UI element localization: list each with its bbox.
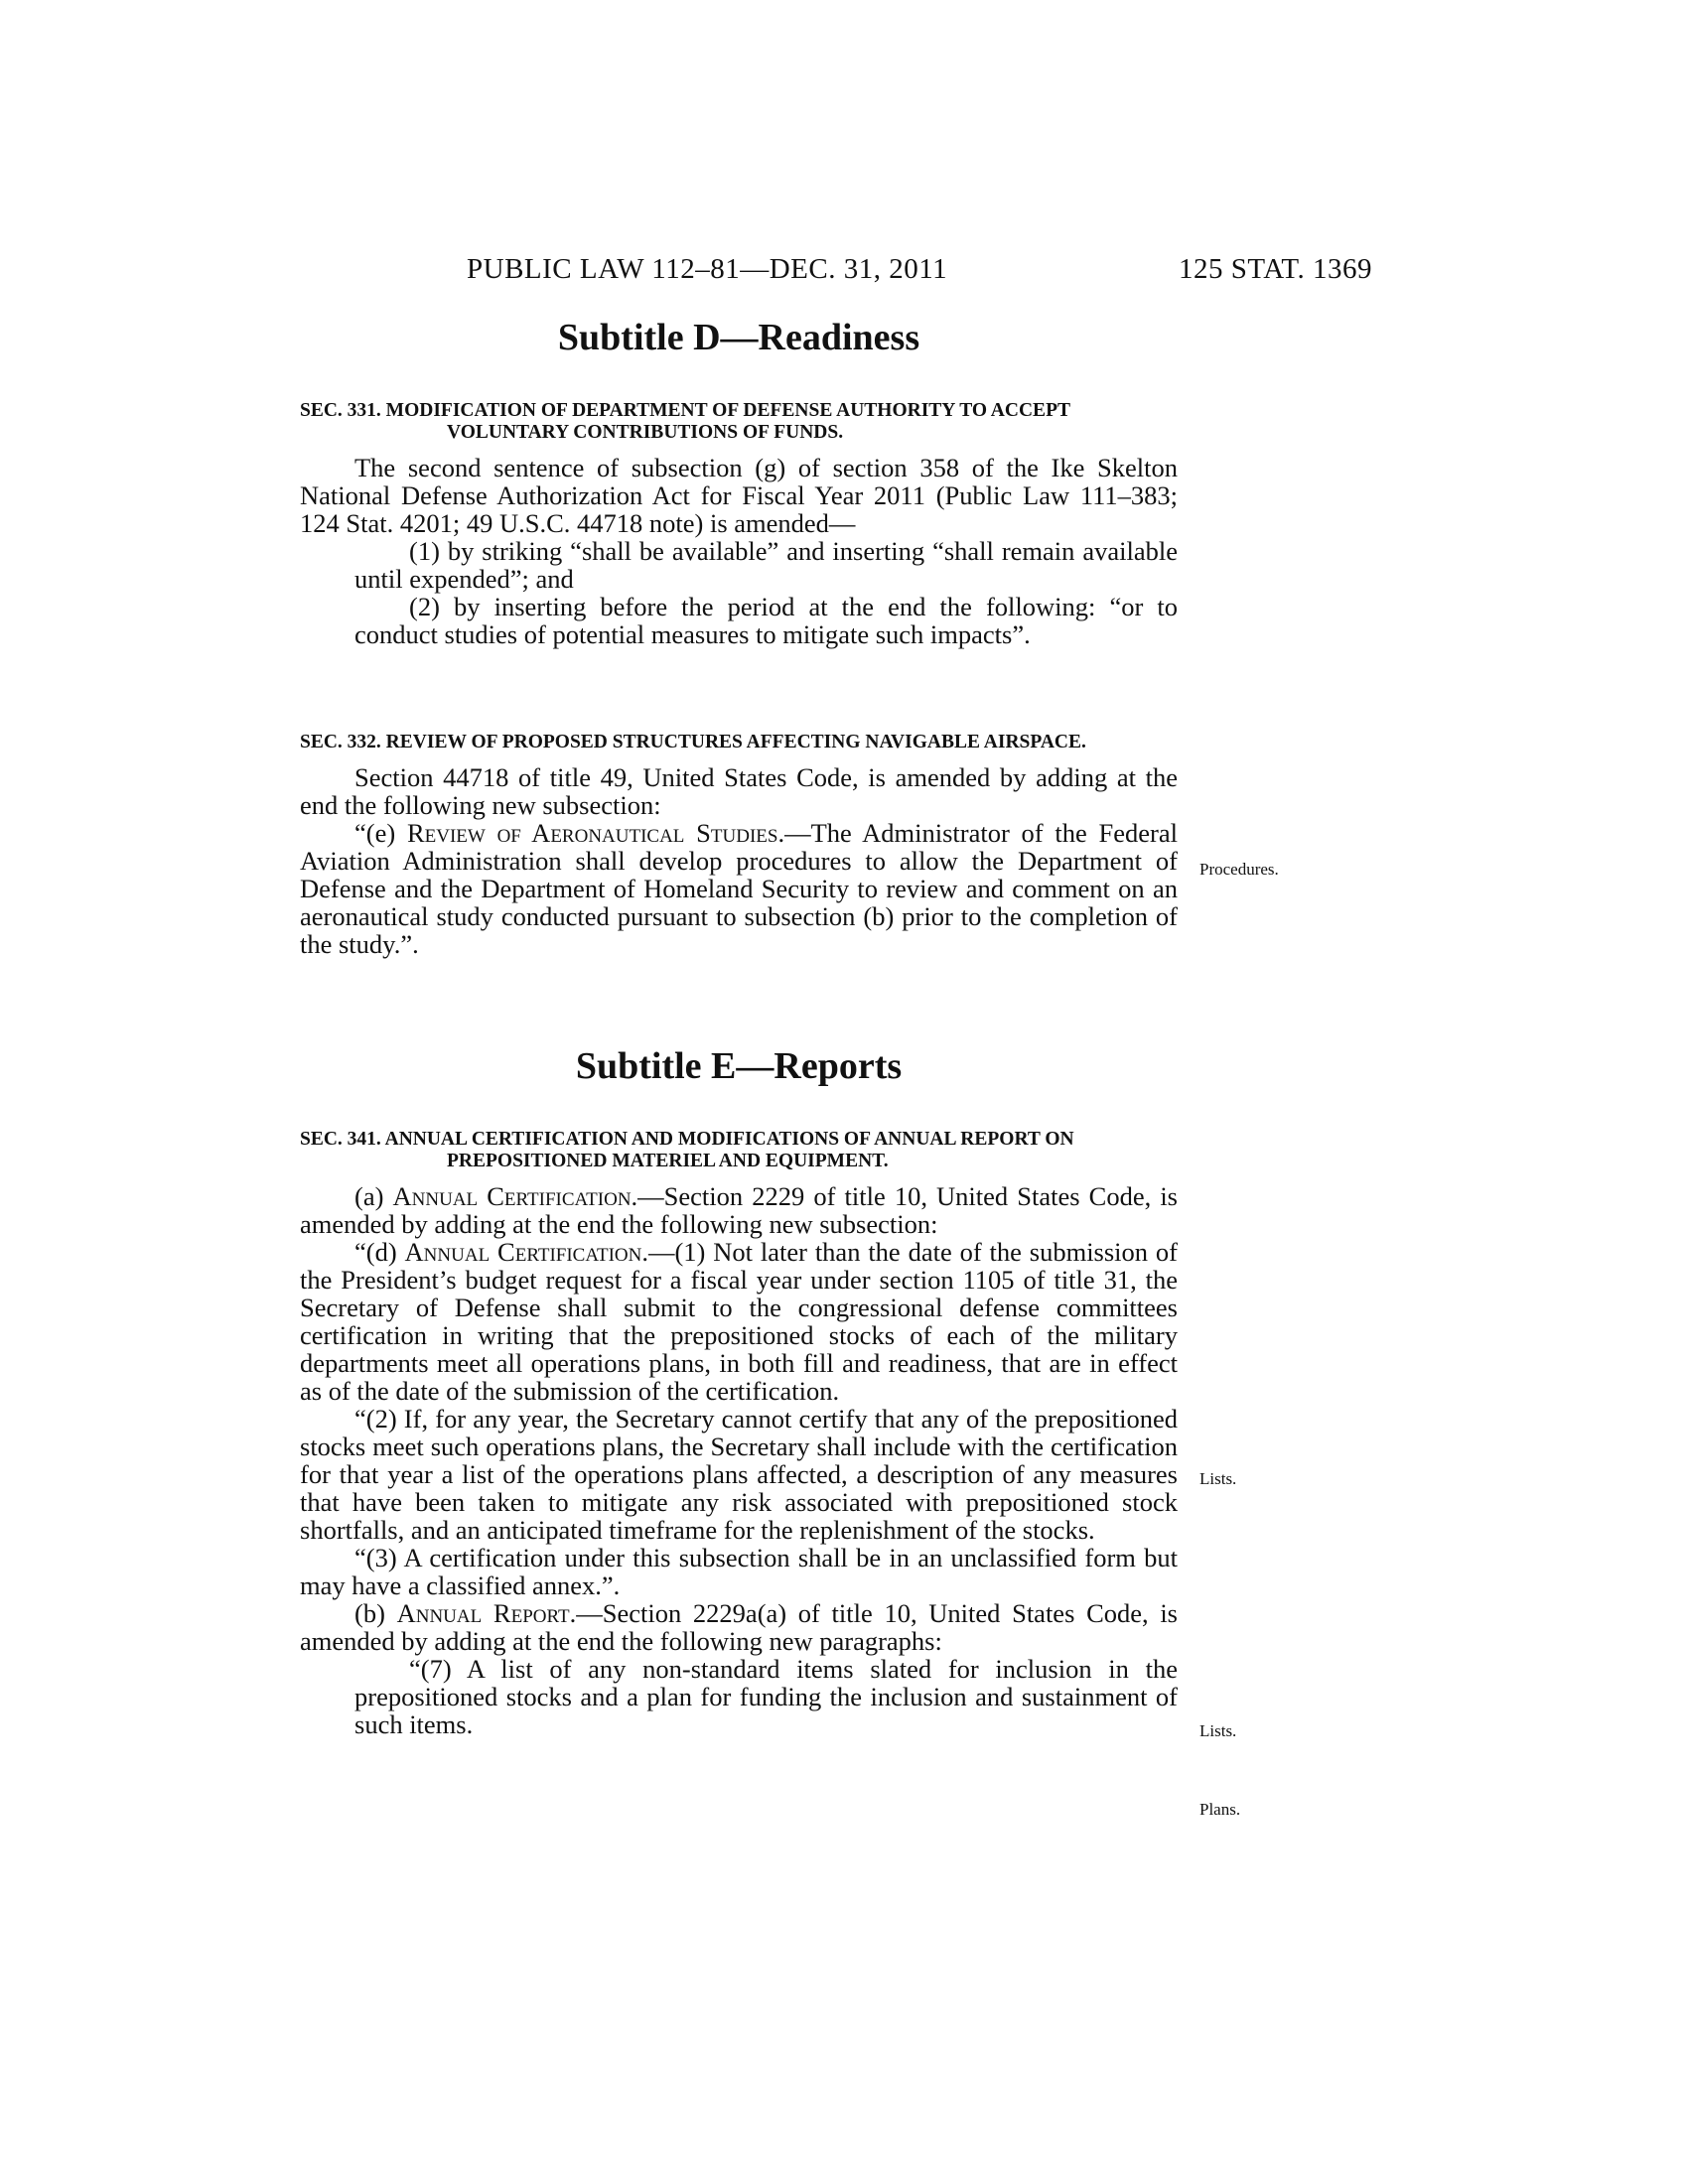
section-332-intro: Section 44718 of title 49, United States Code, is amended by adding at the end the following new subsection: (300, 762, 1178, 820)
margin-note-plans: Plans. (1199, 1800, 1241, 1819)
subsection-e-caption: Review of Aeronautical Studies. (406, 818, 785, 848)
running-header (300, 253, 1372, 293)
subsection-e-text: —The Administrator of the Federal Aviation Administration shall develop procedures to allow the Department of Defense and the Department of Homeland Security to review and comment on an aeronautical study conducted pursuant to subsection (b) prior to the completion of the study.”. (300, 818, 1179, 959)
section-341-heading: SEC. 341. ANNUAL CERTIFICATION AND MODIFICATIONS OF ANNUAL REPORT ON PREPOSITIONED MATERIEL AND EQUIPMENT. (300, 1129, 1074, 1171)
subsection-e (300, 819, 1178, 958)
subtitle-e-heading: Subtitle E—Reports (575, 1045, 903, 1087)
subsection-d-text: —(1) Not later than the date of the submission of the President’s budget request for a fiscal year under section 1105 of title 31, the Secretary of Defense shall submit to the congressional defense committees certification in writing that the prepositioned stocks of each of the military departments meet all operations plans, in both fill and readiness, that are in effect as of the date of the submission of the certification. (300, 1237, 1178, 1406)
subtitle-d-heading: Subtitle D—Readiness (557, 317, 920, 358)
subsection-e-label: “(e) (354, 818, 407, 848)
subsection-a-caption: Annual Certification. (392, 1181, 638, 1211)
margin-note-lists-1: Lists. (1199, 1469, 1237, 1488)
section-331-item-2: (2) by inserting before the period at the end the following: “or to conduct studies of potential measures to mitigate such impacts”. (354, 592, 1178, 649)
subsection-a-text: —Section 2229 of title 10, United States Code, is amended by adding at the end the following new subsection: (300, 1181, 1178, 1239)
margin-note-lists-2: Lists. (1199, 1721, 1237, 1740)
subsection-b-text: —Section 2229a(a) of title 10, United States Code, is amended by adding at the end the following new paragraphs: (300, 1598, 1178, 1656)
subsection-b-caption: Annual Report. (396, 1598, 577, 1628)
margin-note-procedures: Procedures. (1199, 860, 1279, 879)
section-331 (300, 400, 1178, 648)
statute-page-number: 125 STAT. 1369 (1178, 253, 1372, 285)
subsection-b-label: (b) (354, 1598, 397, 1628)
subsection-d-paragraph-1 (300, 1238, 1178, 1405)
subsection-a-label: (a) (354, 1181, 393, 1211)
section-331-intro: The second sentence of subsection (g) of section 358 of the Ike Skelton National Defense Authorization Act for Fiscal Year 2011 (Public Law 111–383; 124 Stat. 4201; 49 U.S.C. 44718 note) is amended— (300, 453, 1178, 538)
section-341 (300, 1129, 1178, 1738)
section-341-subsection-b (300, 1599, 1178, 1655)
section-341-subsection-a (300, 1182, 1178, 1238)
subsection-d-label: “(d) (354, 1237, 405, 1267)
section-331-item-1: (1) by striking “shall be available” and inserting “shall remain available until expended”; and (354, 536, 1178, 594)
paragraph-7: “(7) A list of any non-standard items slated for inclusion in the prepositioned stocks and a plan for funding the inclusion and sustainment of such items. (354, 1654, 1178, 1739)
public-law-citation: PUBLIC LAW 112–81—DEC. 31, 2011 (467, 253, 948, 285)
section-331-heading: SEC. 331. MODIFICATION OF DEPARTMENT OF DEFENSE AUTHORITY TO ACCEPT VOLUNTARY CONTRIBUTIONS OF FUNDS. (300, 400, 1070, 443)
subsection-d-paragraph-2: “(2) If, for any year, the Secretary cannot certify that any of the prepositioned stocks meet such operations plans, the Secretary shall include with the certification for that year a list of the operations plans affected, a description of any measures that have been taken to mitigate any risk associated with prepositioned stock shortfalls, and an anticipated timeframe for the replenishment of the stocks. (300, 1404, 1178, 1545)
subsection-d-caption: Annual Certification. (404, 1237, 648, 1267)
section-332 (300, 732, 1178, 958)
subsection-d-paragraph-3: “(3) A certification under this subsection shall be in an unclassified form but may have a classified annex.”. (300, 1543, 1178, 1600)
section-332-heading: SEC. 332. REVIEW OF PROPOSED STRUCTURES AFFECTING NAVIGABLE AIRSPACE. (300, 732, 1086, 752)
